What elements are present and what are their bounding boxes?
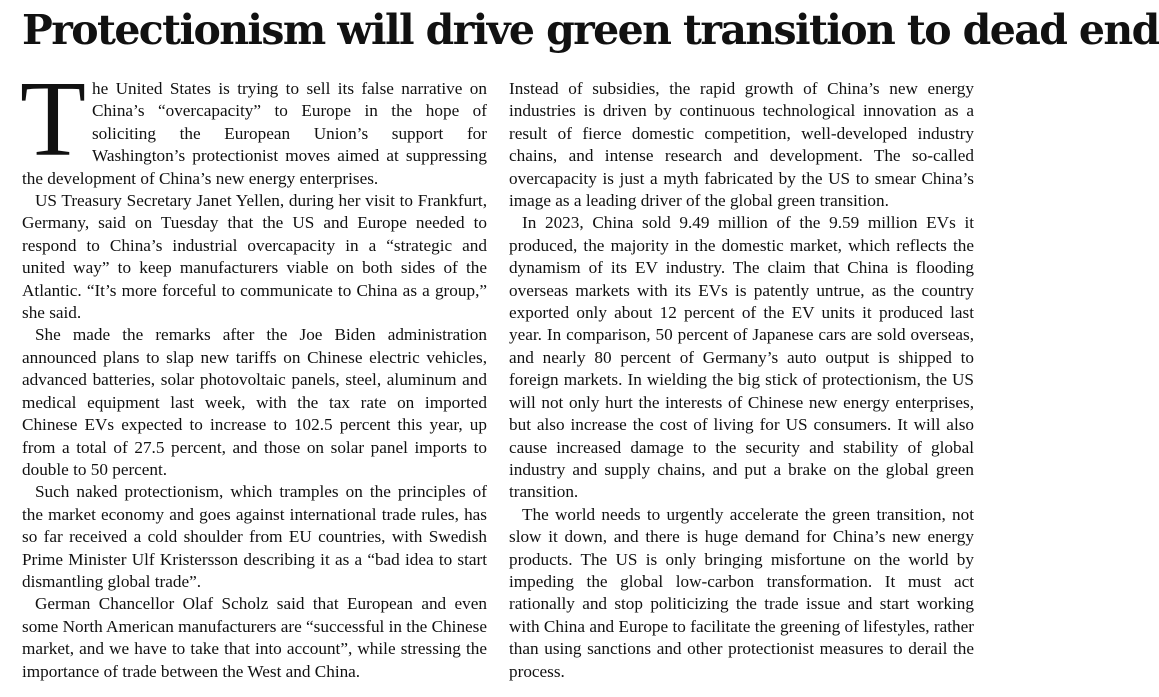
paragraph-2: US Treasury Secretary Janet Yellen, during her visit to Frankfurt, Germany, said on Tuesday that the US and Europe needed to respond to China’s industrial overcapacity in a “strategic and united way” to keep manufacturers viable on both sides of the Atlantic. “It’s more forceful to communicate to China as a group,” she said.: [22, 191, 487, 323]
article-column-left: [20, 60, 487, 683]
drop-cap: T: [20, 60, 86, 179]
paragraph-4: Such naked protectionism, which tramples on the principles of the market economy and goes against international trade rules, has so far received a cold shoulder from EU countries, with Swedish Prime Minister Ulf Kristersson describing it as a “bad idea to start dismantling global trade”.: [22, 482, 487, 591]
paragraph-5: German Chancellor Olaf Scholz said that European and even some North American manufacturers are “successful in the Chinese market, and we have to take that into account”, while stressing the importance of trade between the West and China.: [22, 594, 487, 681]
article-column-right: [509, 78, 974, 683]
headline: Protectionism will drive green transition to dead end: [22, 6, 1159, 54]
paragraph-6-continued: [509, 78, 974, 212]
paragraph-8: The world needs to urgently accelerate the green transition, not slow it down, and there is huge demand for China’s new energy products. The US is only bringing misfortune on the world by impeding the global low-carbon transformation. It must act rationally and stop politicizing the trade issue and start working with China and Europe to facilitate the greening of lifestyles, rather than using sanctions and other protectionist measures to derail the process.: [509, 504, 974, 681]
paragraph-6-text-continued: Instead of subsidies, the rapid growth of China’s new energy industries is driven by continuous technological innovation as a result of fierce domestic competition, well-developed industry chains, and intense research and development. The so-called overcapacity is just a myth fabricated by the US to smear China’s image as a leading driver of the global green transition.: [509, 79, 974, 211]
paragraph-7: In 2023, China sold 9.49 million of the 9.59 million EVs it produced, the majority in the domestic market, which reflects the dynamism of its EV industry. The claim that China is flooding overseas markets with its EVs is patently untrue, as the country exported only about 12 percent of the EV units it produced last year. In comparison, 50 percent of Japanese cars are sold overseas, and nearly 80 percent of Germany’s auto output is shipped to foreign markets. In wielding the big stick of protectionism, the US will not only hurt the interests of Chinese new energy enterprises, but also increase the cost of living for US consumers. It will also cause increased damage to the security and stability of global industry and supply chains, and put a brake on the global green transition.: [509, 213, 974, 502]
paragraph-3: She made the remarks after the Joe Biden administration announced plans to slap new tariffs on Chinese electric vehicles, advanced batteries, solar photovoltaic panels, steel, aluminum and medical equipment last week, with the tax rate on imported Chinese EVs expected to increase to 102.5 percent this year, up from a total of 27.5 percent, and those on solar panel imports to double to 50 percent.: [22, 325, 487, 479]
paragraph-1-text: he United States is trying to sell its false narrative on China’s “overcapacity” to Europe in the hope of soliciting the European Union’s support for Washington’s protectionist moves aimed at suppressing the development of China’s new energy enterprises.: [22, 79, 487, 188]
paragraph-1: [20, 60, 487, 190]
